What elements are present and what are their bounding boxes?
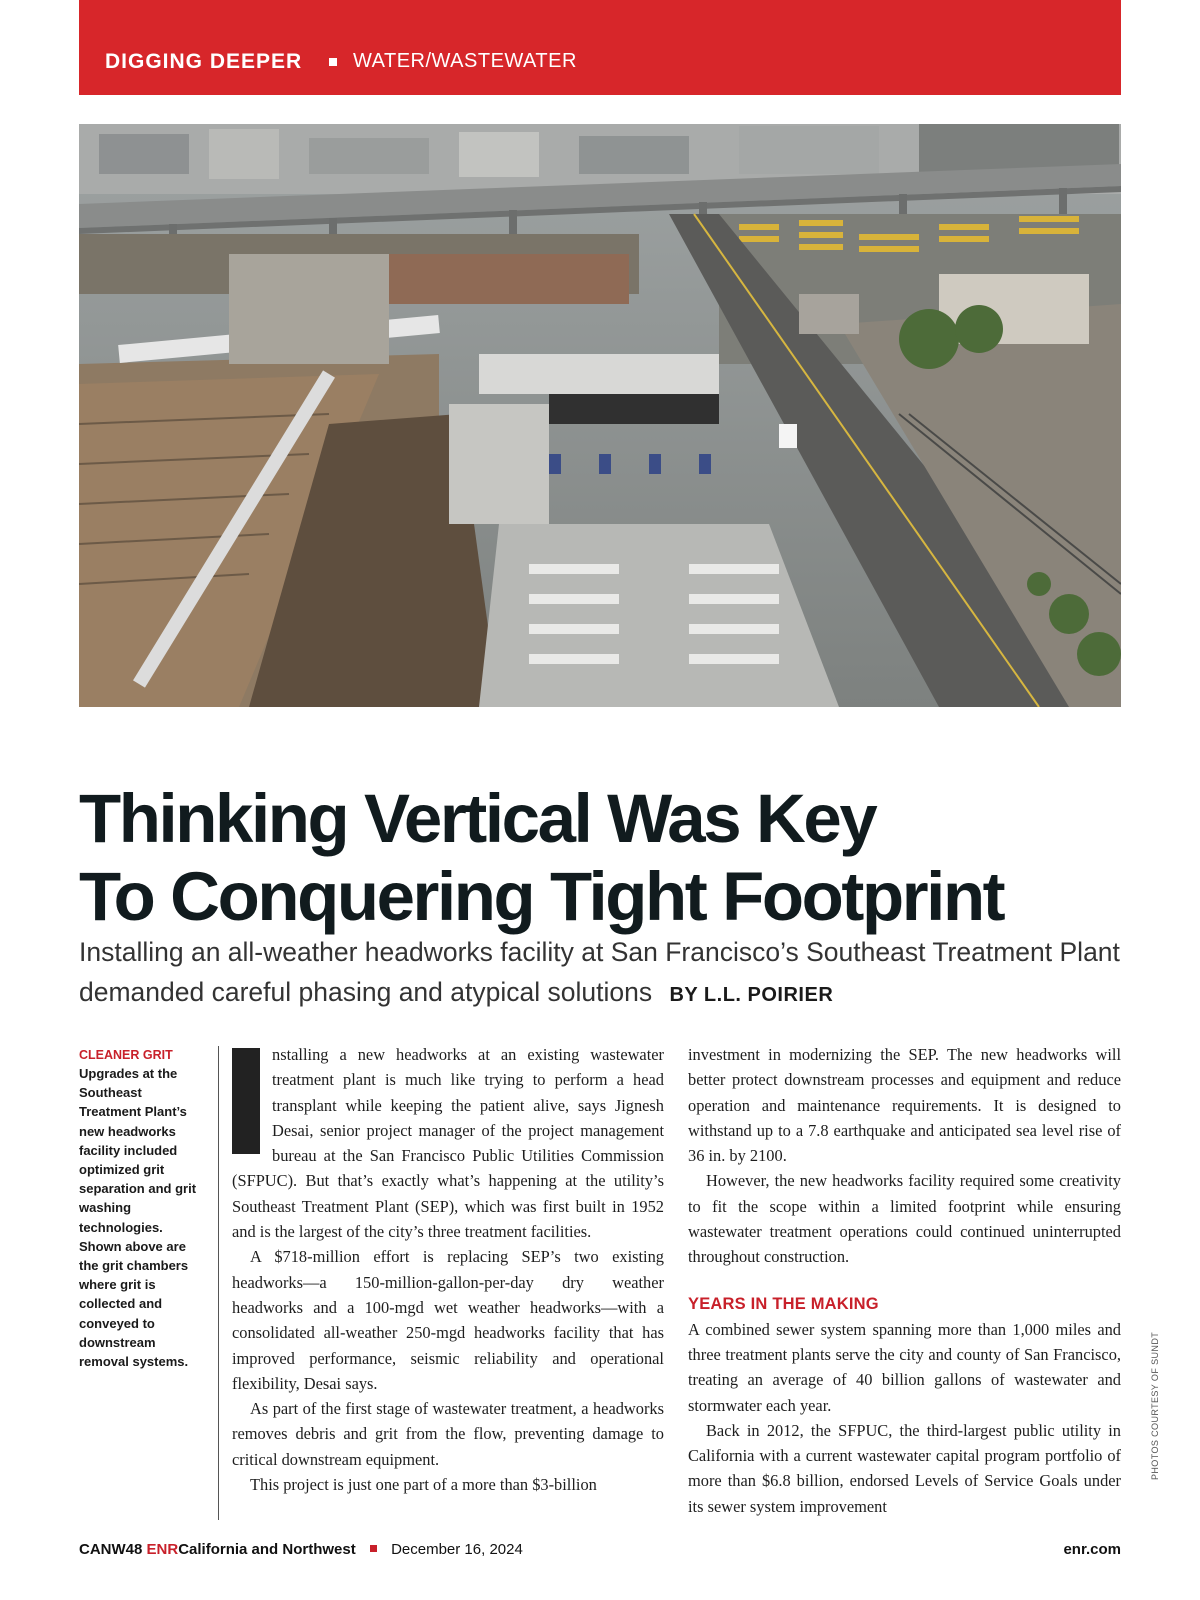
aerial-photo-treatment-plant-icon: [79, 124, 1121, 707]
page-footer: [79, 1541, 1121, 1558]
photo-caption: [79, 1046, 204, 1371]
separator-square-icon: [370, 1545, 377, 1552]
body-paragraph: This project is just one part of a more than $3-billion: [250, 1475, 597, 1495]
drop-cap-letter: [232, 1048, 260, 1154]
separator-square-icon: [329, 58, 337, 66]
body-paragraph: However, the new headworks facility required some creativity to fit the scope within a limited footprint while ensuring wastewater treatment operations could continued uninterrupted throughout construction.: [688, 1171, 1121, 1267]
body-paragraph: investment in modernizing the SEP. The new headworks will better protect downstream processes and equipment and reduce operation and maintenance requirements. It is designed to withstand up to a 7.8 earthquake and anticipated sea level rise of 36 in. by 2100.: [688, 1045, 1121, 1166]
section-subhead: YEARS IN THE MAKING: [688, 1294, 879, 1313]
headline-line-2: To Conquering Tight Footprint: [79, 858, 1004, 935]
caption-label: CLEANER GRIT: [79, 1048, 173, 1062]
body-paragraph: A $718-million effort is replacing SEP’s two existing headworks—a 150-million-gallon-per-day dry weather headworks and a 100-mgd wet weather headworks—with a consolidated all-weather 250-mgd headworks facility that has improved performance, seismic reliability and operational flexibility, Desai says.: [232, 1247, 664, 1393]
article-deck: [79, 932, 1129, 1015]
body-paragraph: A combined sewer system spanning more than 1,000 miles and three treatment plants serve the city and county of San Francisco, treating an average of 40 billion gallons of wastewater and stormwater each year.: [688, 1319, 1121, 1415]
topic-label: WATER/WASTEWATER: [353, 50, 577, 72]
site-url: enr.com: [1063, 1541, 1121, 1558]
article-headline: [79, 780, 1129, 936]
headline-line-1: Thinking Vertical Was Key: [79, 780, 876, 857]
aerial-photo: [79, 124, 1121, 707]
section-banner: [79, 0, 1121, 95]
drop-cap: [232, 1048, 260, 1154]
body-paragraph: As part of the first stage of wastewater treatment, a headworks removes debris and grit from the flow, preventing damage to critical downstream equipment.: [232, 1399, 664, 1469]
deck-text: Installing an all-weather headworks facility at San Francisco’s Southeast Treatment Plant demanded careful phasing and atypical solutions: [79, 937, 1120, 1007]
column-divider: [218, 1046, 219, 1520]
issue-date: December 16, 2024: [391, 1541, 523, 1558]
caption-text: Upgrades at the Southeast Treatment Plant’s new headworks facility included optimized grit separation and grit washing technologies. Shown above are the grit chambers where grit is collected and conveyed to downstream removal systems.: [79, 1066, 197, 1370]
photo-credit: PHOTOS COURTESY OF SUNDT: [1150, 1331, 1160, 1480]
page-code: CANW48: [79, 1541, 143, 1558]
publication-name: California and Northwest: [178, 1541, 356, 1558]
body-paragraph: Back in 2012, the SFPUC, the third-largest public utility in California with a current wastewater capital program portfolio of more than $6.8 billion, endorsed Levels of Service Goals under its sewer system improvement: [688, 1420, 1121, 1516]
section-label: DIGGING DEEPER: [105, 50, 303, 73]
body-column-1: [232, 1042, 664, 1497]
body-paragraph: nstalling a new headworks at an existing wastewater treatment plant is much like trying to perform a head transplant while keeping the patient alive, says Jignesh Desai, senior project manager of the project management bureau at the San Francisco Public Utilities Commission (SFPUC). But that’s exactly what’s happening at the utility’s Southeast Treatment Plant (SEP), which was first built in 1952 and is the largest of the city’s three treatment facilities.: [232, 1045, 664, 1242]
body-column-2: [688, 1042, 1121, 1519]
byline: BY L.L. POIRIER: [669, 984, 834, 1006]
brand-logo: ENR: [146, 1541, 179, 1558]
